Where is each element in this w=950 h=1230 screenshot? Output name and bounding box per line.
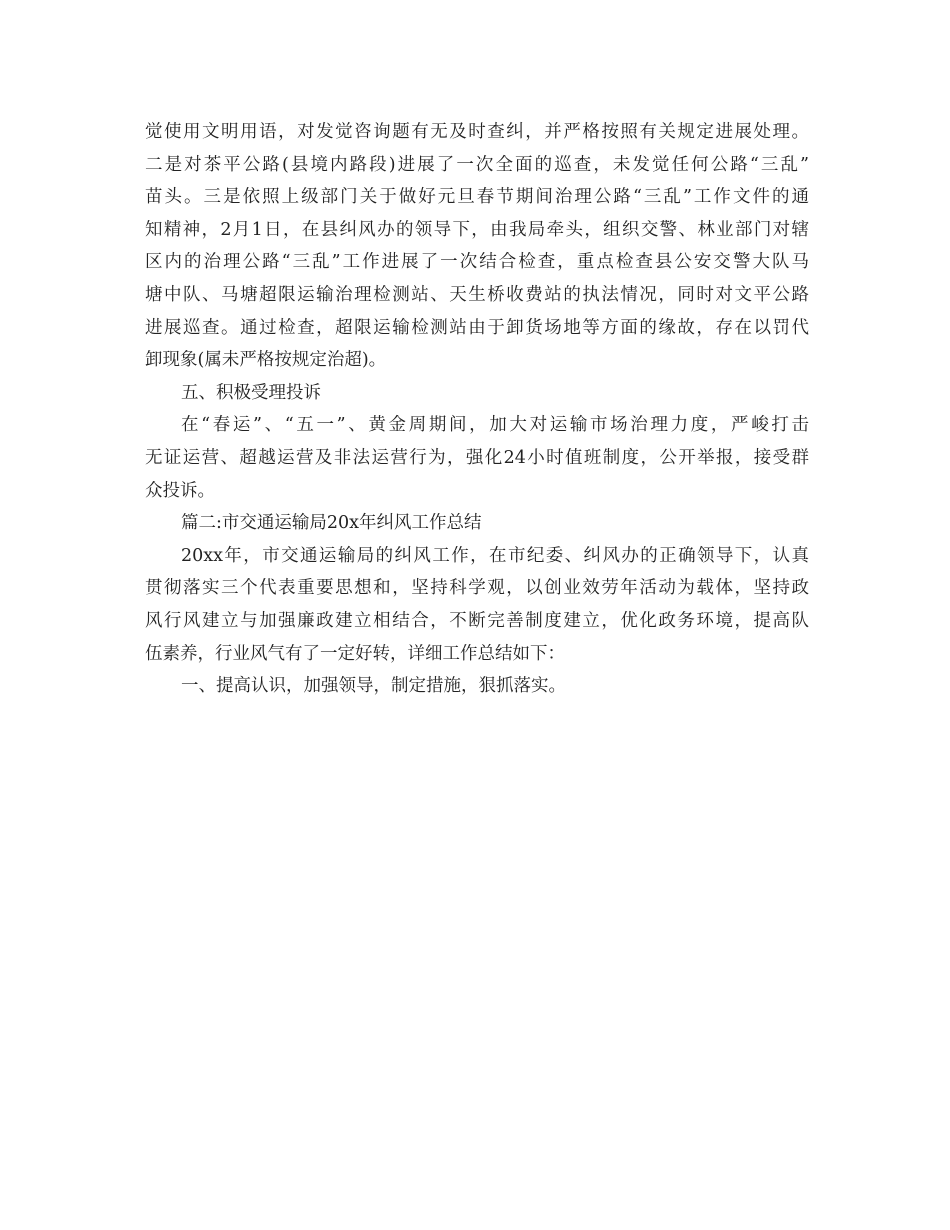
paragraph-line: 苗头。三是依照上级部门关于做好元旦春节期间治理公路“三乱”工作文件的通 <box>145 187 809 208</box>
paragraph-line: 风行风建立与加强廉政建立相结合，不断完善制度建立，优化政务环境，提高队 <box>145 610 809 631</box>
paragraph-line: 知精神，2月1日，在县纠风办的领导下，由我局牵头，组织交警、林业部门对辖 <box>145 219 809 240</box>
document-body <box>145 116 809 703</box>
paragraph-line: 20xx年，市交通运输局的纠风工作，在市纪委、纠风办的正确领导下，认真 <box>181 545 809 566</box>
paragraph-line: 区内的治理公路“三乱”工作进展了一次结合检查，重点检查县公安交警大队马 <box>145 252 809 273</box>
article-title: 篇二:市交通运输局20x年纠风工作总结 <box>181 513 482 534</box>
paragraph-line: 贯彻落实三个代表重要思想和，坚持科学观，以创业效劳年活动为载体，坚持政 <box>145 578 809 599</box>
paragraph-line: 在“春运”、“五一”、黄金周期间，加大对运输市场治理力度，严峻打击 <box>181 415 809 436</box>
paragraph-line: 伍素养，行业风气有了一定好转，详细工作总结如下： <box>145 643 565 664</box>
section-heading: 五、积极受理投诉 <box>181 382 321 403</box>
paragraph-line: 觉使用文明用语，对发觉咨询题有无及时查纠，并严格按照有关规定进展处理。 <box>145 122 809 142</box>
paragraph-line: 众投诉。 <box>145 480 215 501</box>
paragraph-line: 二是对茶平公路(县境内路段)进展了一次全面的巡查，未发觉任何公路“三乱” <box>145 154 809 175</box>
paragraph-line: 无证运营、超越运营及非法运营行为，强化24小时值班制度，公开举报，接受群 <box>145 447 809 468</box>
paragraph-line: 进展巡查。通过检查，超限运输检测站由于卸货场地等方面的缘故，存在以罚代 <box>145 317 809 338</box>
paragraph-line: 塘中队、马塘超限运输治理检测站、天生桥收费站的执法情况，同时对文平公路 <box>145 284 809 305</box>
section-heading: 一、提高认识，加强领导，制定措施，狠抓落实。 <box>181 676 566 697</box>
paragraph-line: 卸现象(属未严格按规定治超)。 <box>145 350 387 371</box>
